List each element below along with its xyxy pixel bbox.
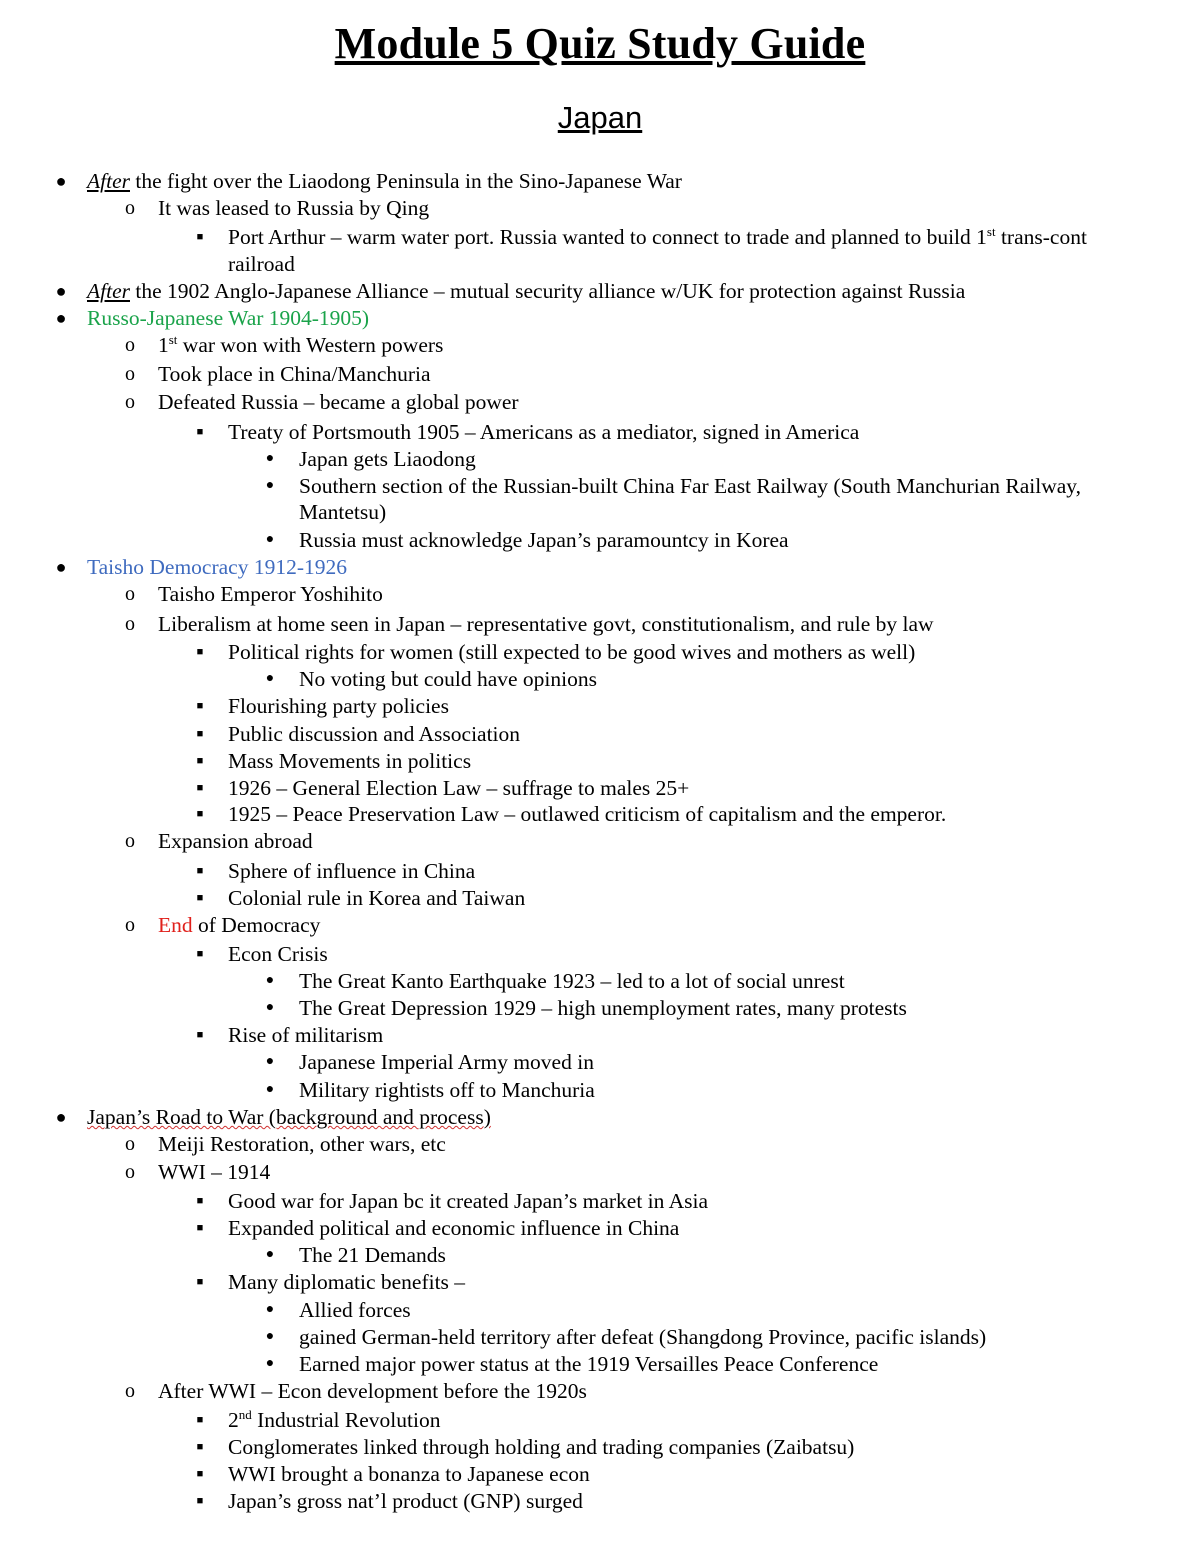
- list-item-text: Russo-Japanese War 1904-1905): [87, 306, 370, 330]
- bullet: ■: [196, 948, 204, 960]
- bullet: ■: [196, 782, 204, 794]
- list-item-text: Many diplomatic benefits –: [228, 1270, 466, 1294]
- list-item-text: Taisho Emperor Yoshihito: [158, 582, 383, 606]
- list-item-text: gained German-held territory after defeat (Shangdong Province, pacific islands): [299, 1325, 987, 1349]
- list-item: [0, 332, 1200, 360]
- list-item: [0, 1351, 1200, 1379]
- list-item-text: of Democracy: [192, 913, 321, 937]
- bullet: ■: [196, 231, 204, 243]
- list-item-text: Sphere of influence in China: [228, 859, 476, 883]
- list-item: [0, 527, 1200, 555]
- emphasis: After: [87, 279, 130, 303]
- list-item: [0, 361, 1200, 389]
- bullet: ●: [265, 973, 275, 988]
- list-item-text: Russia must acknowledge Japan’s paramountcy in Korea: [299, 528, 789, 552]
- bullet: ●: [265, 1356, 275, 1371]
- list-item: [0, 389, 1200, 417]
- list-item-text: Rise of militarism: [228, 1023, 384, 1047]
- bullet: ●: [55, 308, 67, 328]
- bullet: ■: [196, 892, 204, 904]
- list-item-text: 1: [158, 333, 169, 357]
- list-item-text: Liberalism at home seen in Japan – representative govt, constitutionalism, and rule by law: [158, 612, 934, 636]
- list-item-text: The Great Depression 1929 – high unemployment rates, many protests: [299, 996, 907, 1020]
- list-item-text: 1925 – Peace Preservation Law – outlawed criticism of capitalism and the emperor.: [228, 802, 947, 826]
- bullet: ■: [196, 426, 204, 438]
- bullet: ●: [55, 281, 67, 301]
- list-item-text: Political rights for women (still expected to be good wives and mothers as well): [228, 640, 916, 664]
- bullet: ●: [265, 1247, 275, 1262]
- list-item-text: WWI brought a bonanza to Japanese econ: [228, 1462, 590, 1486]
- list-item: [0, 1104, 1200, 1132]
- list-item: [0, 1324, 1200, 1352]
- list-item-text: Expanded political and economic influence in China: [228, 1216, 680, 1240]
- superscript: nd: [238, 1406, 252, 1422]
- list-item-text: railroad: [228, 252, 295, 276]
- list-item-text: Public discussion and Association: [228, 722, 521, 746]
- bullet: ●: [55, 557, 67, 577]
- bullet: ■: [196, 646, 204, 658]
- list-item-text: Took place in China/Manchuria: [158, 362, 431, 386]
- bullet: ■: [196, 700, 204, 712]
- list-item-text: Meiji Restoration, other wars, etc: [158, 1132, 446, 1156]
- list-item: [0, 1378, 1200, 1406]
- list-item: [0, 1022, 1200, 1050]
- bullet: ■: [196, 808, 204, 820]
- list-item: [0, 611, 1200, 639]
- list-item: [0, 1077, 1200, 1105]
- bullet: ■: [196, 728, 204, 740]
- bullet: o: [125, 1133, 135, 1155]
- list-item: [0, 1049, 1200, 1077]
- bullet: o: [125, 391, 135, 413]
- list-item-text: Japan gets Liaodong: [299, 447, 476, 471]
- list-item-text: the 1902 Anglo-Japanese Alliance – mutual security alliance w/UK for protection against Russia: [130, 279, 966, 303]
- bullet: ●: [265, 1082, 275, 1097]
- list-item-text: Taisho Democracy 1912-1926: [87, 555, 348, 579]
- section-heading: Japan: [557, 100, 643, 135]
- list-item: [0, 1434, 1200, 1462]
- list-item-text: 1926 – General Election Law – suffrage to males 25+: [228, 776, 690, 800]
- list-item-text: Flourishing party policies: [228, 694, 449, 718]
- bullet: ■: [196, 865, 204, 877]
- list-item: [0, 1407, 1200, 1435]
- list-item-text: Colonial rule in Korea and Taiwan: [228, 886, 526, 910]
- list-item: [0, 1488, 1200, 1516]
- list-item: [0, 693, 1200, 721]
- list-item-text: Conglomerates linked through holding and trading companies (Zaibatsu): [228, 1435, 855, 1459]
- list-item-text: The Great Kanto Earthquake 1923 – led to a lot of social unrest: [299, 969, 845, 993]
- list-item: [0, 721, 1200, 749]
- bullet: ●: [265, 532, 275, 547]
- list-item: [0, 1242, 1200, 1270]
- bullet: ●: [265, 1000, 275, 1015]
- bullet: ●: [265, 451, 275, 466]
- list-item-text: Earned major power status at the 1919 Versailles Peace Conference: [299, 1352, 879, 1376]
- list-item: [0, 941, 1200, 969]
- list-item: [0, 224, 1200, 252]
- bullet: ■: [196, 1222, 204, 1234]
- emphasis: End: [158, 913, 193, 937]
- list-item-text: Good war for Japan bc it created Japan’s market in Asia: [228, 1189, 709, 1213]
- bullet: o: [125, 334, 135, 356]
- list-item-text: Southern section of the Russian-built China Far East Railway (South Manchurian Railway,: [299, 474, 1082, 498]
- list-item: [0, 912, 1200, 940]
- superscript: st: [986, 223, 996, 239]
- list-item: [0, 1297, 1200, 1325]
- list-item: [0, 801, 1200, 829]
- bullet: ■: [196, 1276, 204, 1288]
- list-item: [0, 1269, 1200, 1297]
- superscript: st: [168, 331, 178, 347]
- list-item-text: Treaty of Portsmouth 1905 – Americans as a mediator, signed in America: [228, 420, 860, 444]
- list-item: [0, 581, 1200, 609]
- list-item: [0, 858, 1200, 886]
- bullet: ●: [55, 171, 67, 191]
- list-item-continuation: [0, 251, 1200, 279]
- list-item: [0, 639, 1200, 667]
- bullet: ■: [196, 755, 204, 767]
- list-item-text: war won with Western powers: [177, 333, 444, 357]
- bullet: ●: [265, 1054, 275, 1069]
- list-item-text: the fight over the Liaodong Peninsula in the Sino-Japanese War: [130, 169, 682, 193]
- list-item-text: Econ Crisis: [228, 942, 328, 966]
- bullet: o: [125, 583, 135, 605]
- page-title: Module 5 Quiz Study Guide: [334, 19, 866, 68]
- bullet: o: [125, 914, 135, 936]
- list-item-text: Japan’s Road to War (background and process): [87, 1105, 491, 1129]
- list-item-text: Mass Movements in politics: [228, 749, 472, 773]
- bullet: o: [125, 1161, 135, 1183]
- list-item-text: Defeated Russia – became a global power: [158, 390, 519, 414]
- list-item: [0, 1461, 1200, 1489]
- list-item-text: trans-cont: [995, 225, 1087, 249]
- list-item: [0, 775, 1200, 803]
- bullet: ■: [196, 1195, 204, 1207]
- bullet: ■: [196, 1414, 204, 1426]
- list-item: [0, 195, 1200, 223]
- bullet: o: [125, 613, 135, 635]
- list-item: [0, 278, 1200, 306]
- list-item: [0, 446, 1200, 474]
- list-item-text: Allied forces: [299, 1298, 411, 1322]
- list-item: [0, 168, 1200, 196]
- list-item-text: Mantetsu): [299, 500, 387, 524]
- list-item-continuation: [0, 499, 1200, 527]
- list-item-text: After WWI – Econ development before the 1920s: [158, 1379, 587, 1403]
- list-item-text: Military rightists off to Manchuria: [299, 1078, 595, 1102]
- bullet: ●: [265, 1329, 275, 1344]
- list-item: [0, 995, 1200, 1023]
- list-item-text: Expansion abroad: [158, 829, 313, 853]
- bullet: o: [125, 1380, 135, 1402]
- bullet: ■: [196, 1441, 204, 1453]
- list-item: [0, 473, 1200, 501]
- list-item: [0, 666, 1200, 694]
- list-item: [0, 748, 1200, 776]
- list-item-text: Industrial Revolution: [251, 1408, 441, 1432]
- bullet: o: [125, 363, 135, 385]
- bullet: ●: [265, 478, 275, 493]
- bullet: ●: [265, 1302, 275, 1317]
- list-item: [0, 305, 1200, 333]
- list-item: [0, 968, 1200, 996]
- bullet: ●: [265, 671, 275, 686]
- list-item-text: No voting but could have opinions: [299, 667, 597, 691]
- list-item-text: WWI – 1914: [158, 1160, 271, 1184]
- list-item: [0, 419, 1200, 447]
- list-item: [0, 1188, 1200, 1216]
- list-item: [0, 828, 1200, 856]
- list-item-text: Port Arthur – warm water port. Russia wanted to connect to trade and planned to build 1: [228, 225, 987, 249]
- bullet: ■: [196, 1495, 204, 1507]
- list-item: [0, 1159, 1200, 1187]
- list-item: [0, 885, 1200, 913]
- bullet: ●: [55, 1107, 67, 1127]
- list-item-text: Japanese Imperial Army moved in: [299, 1050, 594, 1074]
- bullet: ■: [196, 1468, 204, 1480]
- list-item-text: The 21 Demands: [299, 1243, 446, 1267]
- list-item-text: 2: [228, 1408, 239, 1432]
- list-item-text: Japan’s gross nat’l product (GNP) surged: [228, 1489, 583, 1513]
- bullet: o: [125, 197, 135, 219]
- list-item: [0, 554, 1200, 582]
- bullet: o: [125, 830, 135, 852]
- bullet: ■: [196, 1029, 204, 1041]
- list-item: [0, 1131, 1200, 1159]
- emphasis: After: [87, 169, 130, 193]
- list-item-text: It was leased to Russia by Qing: [158, 196, 430, 220]
- list-item: [0, 1215, 1200, 1243]
